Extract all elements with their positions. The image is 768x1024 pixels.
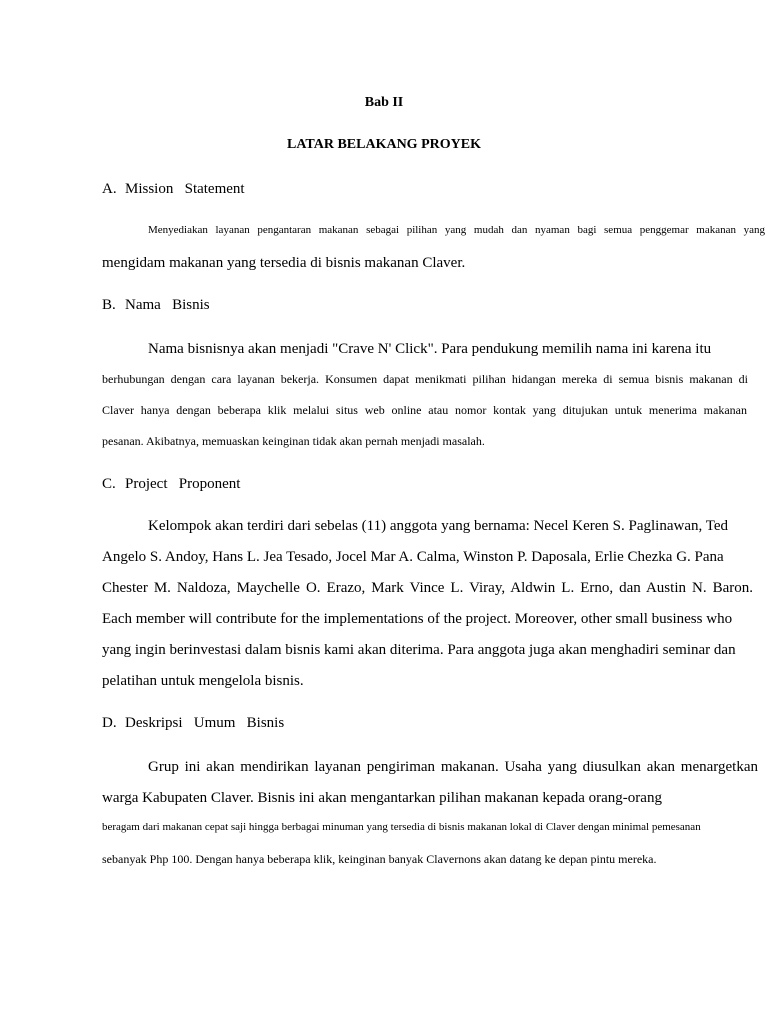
paragraph-line: Each member will contribute for the implementations of the project. Moreover, other small business who (102, 611, 733, 627)
paragraph-line: Kelompok akan terdiri dari sebelas (11) anggota yang bernama: Necel Keren S. Paglinawan, Ted (148, 518, 728, 534)
section-letter: D. (102, 715, 117, 731)
paragraph-line: yang ingin berinvestasi dalam bisnis kami akan diterima. Para anggota juga akan menghadiri seminar dan (102, 642, 736, 658)
paragraph-line: Angelo S. Andoy, Hans L. Jea Tesado, Jocel Mar A. Calma, Winston P. Daposala, Erlie Chezka G. Pana (102, 549, 724, 565)
paragraph-line: Nama bisnisnya akan menjadi "Crave N' Click". Para pendukung memilih nama ini karena itu (148, 341, 712, 357)
paragraph-line: pelatihan untuk mengelola bisnis. (102, 673, 304, 689)
section-letter: C. (102, 476, 116, 492)
section-title: Nama Bisnis (125, 297, 210, 313)
paragraph-line: Grup ini akan mendirikan layanan pengiriman makanan. Usaha yang diusulkan akan menargetkan (148, 759, 758, 775)
paragraph-line: sebanyak Php 100. Dengan hanya beberapa klik, keinginan banyak Clavernons akan datang ke depan pintu mereka. (102, 852, 657, 866)
section-title: Deskripsi Umum Bisnis (125, 715, 285, 731)
paragraph-line: Claver hanya dengan beberapa klik melalui situs web online atau nomor kontak yang ditujukan untuk menerima makanan (102, 403, 747, 417)
section-title: Project Proponent (125, 476, 241, 492)
paragraph-line: Menyediakan layanan pengantaran makanan sebagai pilihan yang mudah dan nyaman bagi semua penggemar makanan yang (148, 224, 765, 236)
section-letter: A. (102, 181, 117, 197)
paragraph-line: Chester M. Naldoza, Maychelle O. Erazo, Mark Vince L. Viray, Aldwin L. Erno, dan Austin N. Baron. (102, 580, 753, 596)
paragraph-line: pesanan. Akibatnya, memuaskan keinginan tidak akan pernah menjadi masalah. (102, 434, 485, 448)
chapter-heading: Bab II (364, 95, 404, 110)
paragraph-line: berhubungan dengan cara layanan bekerja. Konsumen dapat menikmati pilihan hidangan mereka di semua bisnis makanan di (102, 372, 748, 386)
section-letter: B. (102, 297, 116, 313)
paragraph-line: warga Kabupaten Claver. Bisnis ini akan mengantarkan pilihan makanan kepada orang-orang (102, 790, 662, 806)
section-title: Mission Statement (125, 181, 245, 197)
paragraph-line: beragam dari makanan cepat saji hingga berbagai minuman yang tersedia di bisnis makanan lokal di Claver dengan minimal pemesanan (102, 821, 701, 833)
paragraph-line: mengidam makanan yang tersedia di bisnis makanan Claver. (102, 255, 466, 271)
chapter-title: LATAR BELAKANG PROYEK (287, 137, 481, 152)
